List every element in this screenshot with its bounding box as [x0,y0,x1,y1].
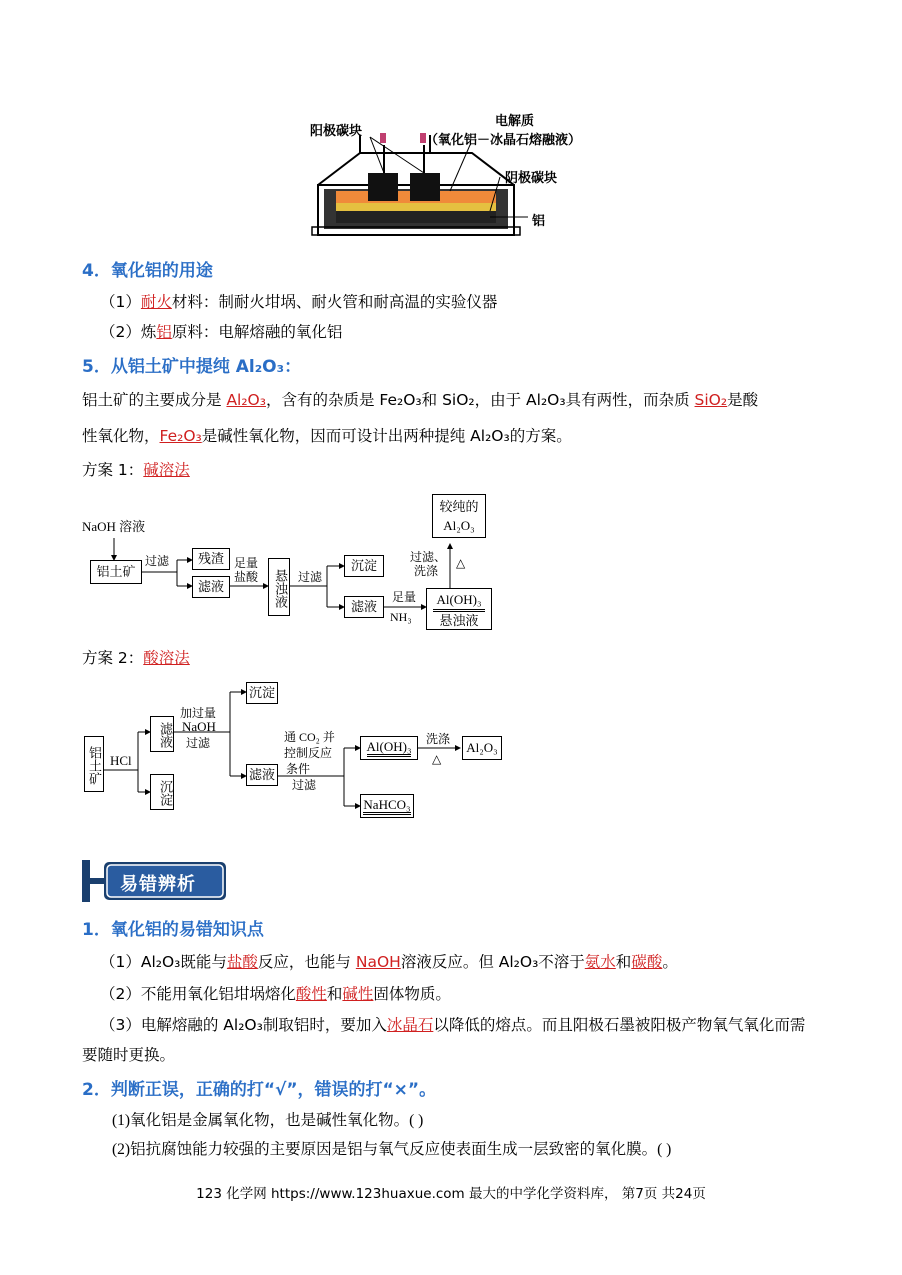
section4-item2 [100,320,342,342]
error-title-1: 1．氧化铝的易错知识点 [82,920,264,940]
precipitate2-box: 沉淀 [246,682,278,704]
step-label-1: 加过量 [180,706,217,720]
co2-label-2: 控制反应 [284,746,333,760]
wash-label: 洗涤 [426,732,451,746]
badge-label: 易错辨析 [120,874,196,895]
item2-highlight: 铝 [156,323,172,341]
pure-label-1: 较纯的 [439,499,479,514]
nahco3-box [360,794,414,818]
heat-symbol-2: △ [432,752,442,766]
precipitate-box: 沉淀 [344,555,384,577]
aloh3-box [426,588,492,630]
line-text: 以降低的熔点。而且阳极石墨被阳极产物氧气氧化而需 [433,1016,806,1034]
label-cathode: 阴极碳块 [505,171,558,186]
pure-al2o3-box [432,494,486,538]
nahco3-label: NaHCO₃ [363,797,410,815]
line-text: （2）不能用氧化铝坩埚熔化 [100,985,296,1003]
error-title-2: 2．判断正误，正确的打“√”，错误的打“×”。 [82,1080,437,1100]
plan2-label: 方案 2： [82,649,144,667]
para-text: 铝土矿的主要成分是 [82,391,227,409]
para-text: 性氧化物， [82,427,160,445]
excess-hcl-2: 盐酸 [234,570,259,584]
co2-label-4: 过滤 [292,778,317,792]
para-highlight-fe2o3: Fe₂O₃ [159,427,202,445]
hcl-label: HCl [110,753,132,768]
highlight-acidic: 酸性 [295,985,327,1003]
line-text: （3）电解熔融的 Al₂O₃制取铝时，要加入 [100,1016,387,1034]
question-1: (1)氧化铝是金属氧化物，也是碱性氧化物。( ) [112,1112,424,1129]
item2-prefix: （2）炼 [100,323,157,341]
ore-box: 铝土矿 [90,560,142,584]
aloh3-box-2 [360,736,418,760]
ore-box-2: 铝土矿 [84,736,104,792]
para-highlight-al2o3: Al₂O₃ [226,391,266,409]
label-aluminum: 铝 [532,214,546,229]
electrolysis-diagram [300,105,600,240]
line-text: 反应，也能与 [257,953,356,971]
pure-label-2: Al₂O₃ [443,518,475,533]
filtrate2-box: 滤液 [344,596,384,618]
label-electrolyte-detail: （氧化铝－冰晶石熔融液） [425,133,582,148]
section-badge [82,860,228,902]
filtrate2-box-2: 滤液 [246,764,278,786]
excess-nh3-1: 足量 [392,590,417,604]
para-text: 是碱性氧化物，因而可设计出两种提纯 Al₂O₃的方案。 [201,427,572,445]
highlight-naoh: NaOH [355,953,401,971]
question-2: (2)铝抗腐蚀能力较强的主要原因是铝与氧气反应使表面生成一层致密的氧化膜。( ) [112,1141,672,1158]
filtrate1-box-2: 滤液 [150,716,174,752]
highlight-ammonia: 氨水 [584,953,616,971]
excess-hcl-1: 足量 [234,556,259,570]
item2-rest: 原料：电解熔融的氧化铝 [171,323,343,341]
section5-para-line2 [82,424,572,446]
filter2-label: 过滤 [298,570,323,584]
line-text: 固体物质。 [373,985,451,1003]
label-anode: 阳极碳块 [310,124,363,139]
aloh3-label: Al(OH)₃ [433,591,485,612]
item1-highlight: 耐火 [140,293,172,311]
para-text: ，含有的杂质是 Fe₂O₃和 SiO₂，由于 Al₂O₃具有两性，而杂质 [265,391,695,409]
section5-title: 5．从铝土矿中提纯 Al₂O₃： [82,357,302,377]
para-highlight-sio2: SiO₂ [694,391,728,409]
line-text: （1）Al₂O₃既能与 [100,953,227,971]
aloh3-sub-label: 悬浊液 [439,613,479,628]
line-text: 和 [326,985,343,1003]
suspension-box: 悬浊液 [268,558,290,616]
naoh-label: NaOH 溶液 [82,519,146,534]
plan2-heading [82,646,190,668]
section5-para-line1 [82,388,758,410]
plan1-label: 方案 1： [82,461,144,479]
wash-label-2: 洗涤 [414,564,439,578]
error-line4: 要随时更换。 [82,1046,176,1064]
error-line3 [100,1013,805,1035]
step-label-3: 过滤 [186,736,211,750]
co2-label-3: 条件 [286,762,311,776]
item1-rest: 材料：制耐火坩埚、耐火管和耐高温的实验仪器 [171,293,498,311]
highlight-carbonic: 碳酸 [631,953,663,971]
highlight-hcl: 盐酸 [226,953,258,971]
precipitate1-box-2: 沉淀 [150,774,174,810]
co2-label-1: 通 CO₂ 并 [284,730,335,744]
error-line2 [100,982,451,1004]
wash-label-1: 过滤、 [410,550,447,564]
filter1-label: 过滤 [145,554,170,568]
excess-nh3-2: NH₃ [390,610,412,624]
label-electrolyte: 电解质 [495,114,535,129]
line-text: 溶液反应。但 Al₂O₃不溶于 [400,953,585,971]
page-footer: 123 化学网 https://www.123huaxue.com 最大的中学化学资料库， 第7页 共24页 [196,1186,706,1202]
heat-symbol: △ [456,556,466,570]
aloh3-label-2: Al(OH)₃ [367,739,412,757]
plan1-heading [82,458,190,480]
plan1-method: 碱溶法 [143,461,190,479]
para-text: 是酸 [727,391,759,409]
item1-prefix: （1） [100,293,141,311]
step-label-2: NaOH [182,719,216,734]
filtrate1-box: 滤液 [192,576,230,598]
section4-item1 [100,290,497,312]
residue-box: 残渣 [192,548,230,570]
al2o3-box-2: Al₂O₃ [462,736,502,760]
line-text: 和 [615,953,632,971]
line-text: 。 [662,953,678,971]
section4-title: 4．氧化铝的用途 [82,261,213,281]
error-line1 [100,950,678,972]
flowchart-acid [82,678,512,823]
flowchart-alkali [82,492,512,634]
plan2-method: 酸溶法 [143,649,190,667]
highlight-basic: 碱性 [342,985,374,1003]
highlight-cryolite: 冰晶石 [386,1016,434,1034]
